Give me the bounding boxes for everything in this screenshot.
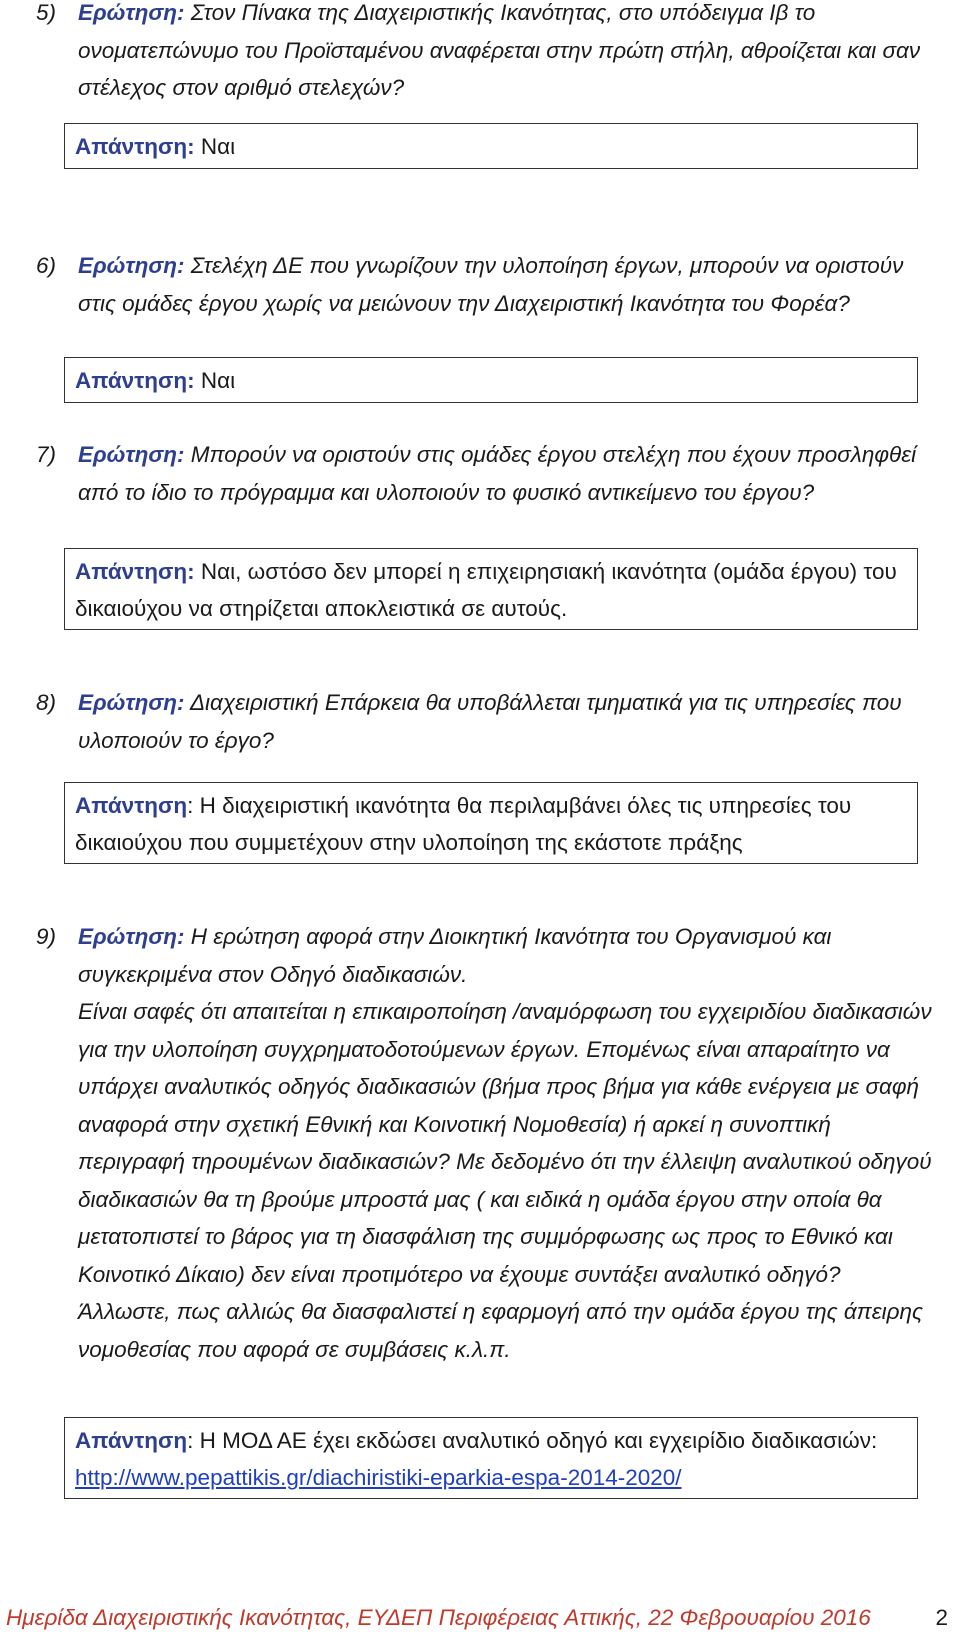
question-text: Η ερώτηση αφορά στην Διοικητική Ικανότητα του Οργανισμού και συγκεκριμένα στον Οδηγό διαδικασιών. xyxy=(78,924,832,987)
answer-box-7 xyxy=(64,548,918,630)
question-6 xyxy=(36,247,936,322)
question-7 xyxy=(36,436,936,511)
answer-text: : Η ΜΟΔ ΑΕ έχει εκδώσει αναλυτικό οδηγό και εγχειρίδιο διαδικασιών: xyxy=(187,1428,878,1453)
answer-box-5 xyxy=(64,123,918,169)
footer-text: Ημερίδα Διαχειριστικής Ικανότητας, ΕΥΔΕΠ Περιφέρειας Αττικής, 22 Φεβρουαρίου 2016 xyxy=(6,1605,871,1630)
answer-label: Απάντηση xyxy=(75,1428,188,1453)
answer-text: Ναι xyxy=(200,368,236,393)
question-label: Ερώτηση: xyxy=(78,0,185,25)
answer-label: Απάντηση xyxy=(75,793,188,818)
question-extra-text: Είναι σαφές ότι απαιτείται η επικαιροποίηση /αναμόρφωση του εγχειριδίου διαδικασιών για την υλοποίηση συγχρηματοδοτούμενων έργων. Επομένως είναι απαραίτητο να υπάρχει αναλυτικός οδηγός διαδικασιών (βήμα προς βήμα για κάθε ενέργεια με σαφή αναφορά στην σχετική Εθνική και Κοινοτική Νομοθεσία) ή αρκεί η συνοπτική περιγραφή τηρουμένων διαδικασιών? Με δεδομένο ότι την έλλειψη αναλυτικού οδηγού διαδικασιών θα τη βρούμε μπροστά μας ( και ειδικά η ομάδα έργου στην οποία θα μετατοπιστεί το βάρος για τη διασφάλιση της συμμόρφωσης ως προς το Εθνικό και Κοινοτικό Δίκαιο) δεν είναι προτιμότερο να έχουμε συντάξει αναλυτικό οδηγό? Άλλωστε, πως αλλιώς θα διασφαλιστεί η εφαρμογή από την ομάδα έργου της άπειρης νομοθεσίας που αφορά σε συμβάσεις κ.λ.π. xyxy=(78,999,932,1362)
answer-text: Ναι, ωστόσο δεν μπορεί η επιχειρησιακή ικανότητα (ομάδα έργου) του δικαιούχου να στηρίζεται αποκλειστικά σε αυτούς. xyxy=(75,559,897,621)
question-number: 8) xyxy=(36,690,57,715)
question-number: 7) xyxy=(36,442,57,467)
answer-box-6 xyxy=(64,357,918,403)
answer-box-8 xyxy=(64,782,918,864)
answer-text: : Η διαχειριστική ικανότητα θα περιλαμβάνει όλες τις υπηρεσίες του δικαιούχου που συμμετέχουν στην υλοποίηση της εκάστοτε πράξης xyxy=(75,793,852,855)
question-text: Στελέχη ΔΕ που γνωρίζουν την υλοποίηση έργων, μπορούν να οριστούν στις ομάδες έργου χωρίς να μειώνουν την Διαχειριστική Ικανότητα του Φορέα? xyxy=(78,253,904,316)
question-label: Ερώτηση: xyxy=(78,924,185,949)
question-number: 6) xyxy=(36,253,57,278)
page-number: 2 xyxy=(935,1605,948,1630)
question-text: Μπορούν να οριστούν στις ομάδες έργου στελέχη που έχουν προσληφθεί από το ίδιο το πρόγραμμα και υλοποιούν το φυσικό αντικείμενο του έργου? xyxy=(78,442,917,505)
question-text: Διαχειριστική Επάρκεια θα υποβάλλεται τμηματικά για τις υπηρεσίες που υλοποιούν το έργο? xyxy=(78,690,902,753)
answer-text: Ναι xyxy=(200,134,236,159)
question-label: Ερώτηση: xyxy=(78,690,185,715)
question-label: Ερώτηση: xyxy=(78,253,185,278)
question-number: 5) xyxy=(36,0,57,25)
question-9 xyxy=(36,918,936,1368)
question-number: 9) xyxy=(36,924,57,949)
question-5 xyxy=(36,0,936,107)
question-label: Ερώτηση: xyxy=(78,442,185,467)
answer-link[interactable]: http://www.pepattikis.gr/diachiristiki-eparkia-espa-2014-2020/ xyxy=(75,1465,682,1490)
answer-label: Απάντηση: xyxy=(75,134,195,159)
answer-label: Απάντηση: xyxy=(75,559,195,584)
question-8 xyxy=(36,684,936,759)
footer xyxy=(6,1600,956,1636)
question-text: Στον Πίνακα της Διαχειριστικής Ικανότητας, στο υπόδειγμα Ιβ το ονοματεπώνυμο του Προϊσταμένου αναφέρεται στην πρώτη στήλη, αθροίζεται και σαν στέλεχος στον αριθμό στελεχών? xyxy=(78,0,921,100)
answer-box-9 xyxy=(64,1417,918,1499)
answer-label: Απάντηση: xyxy=(75,368,195,393)
